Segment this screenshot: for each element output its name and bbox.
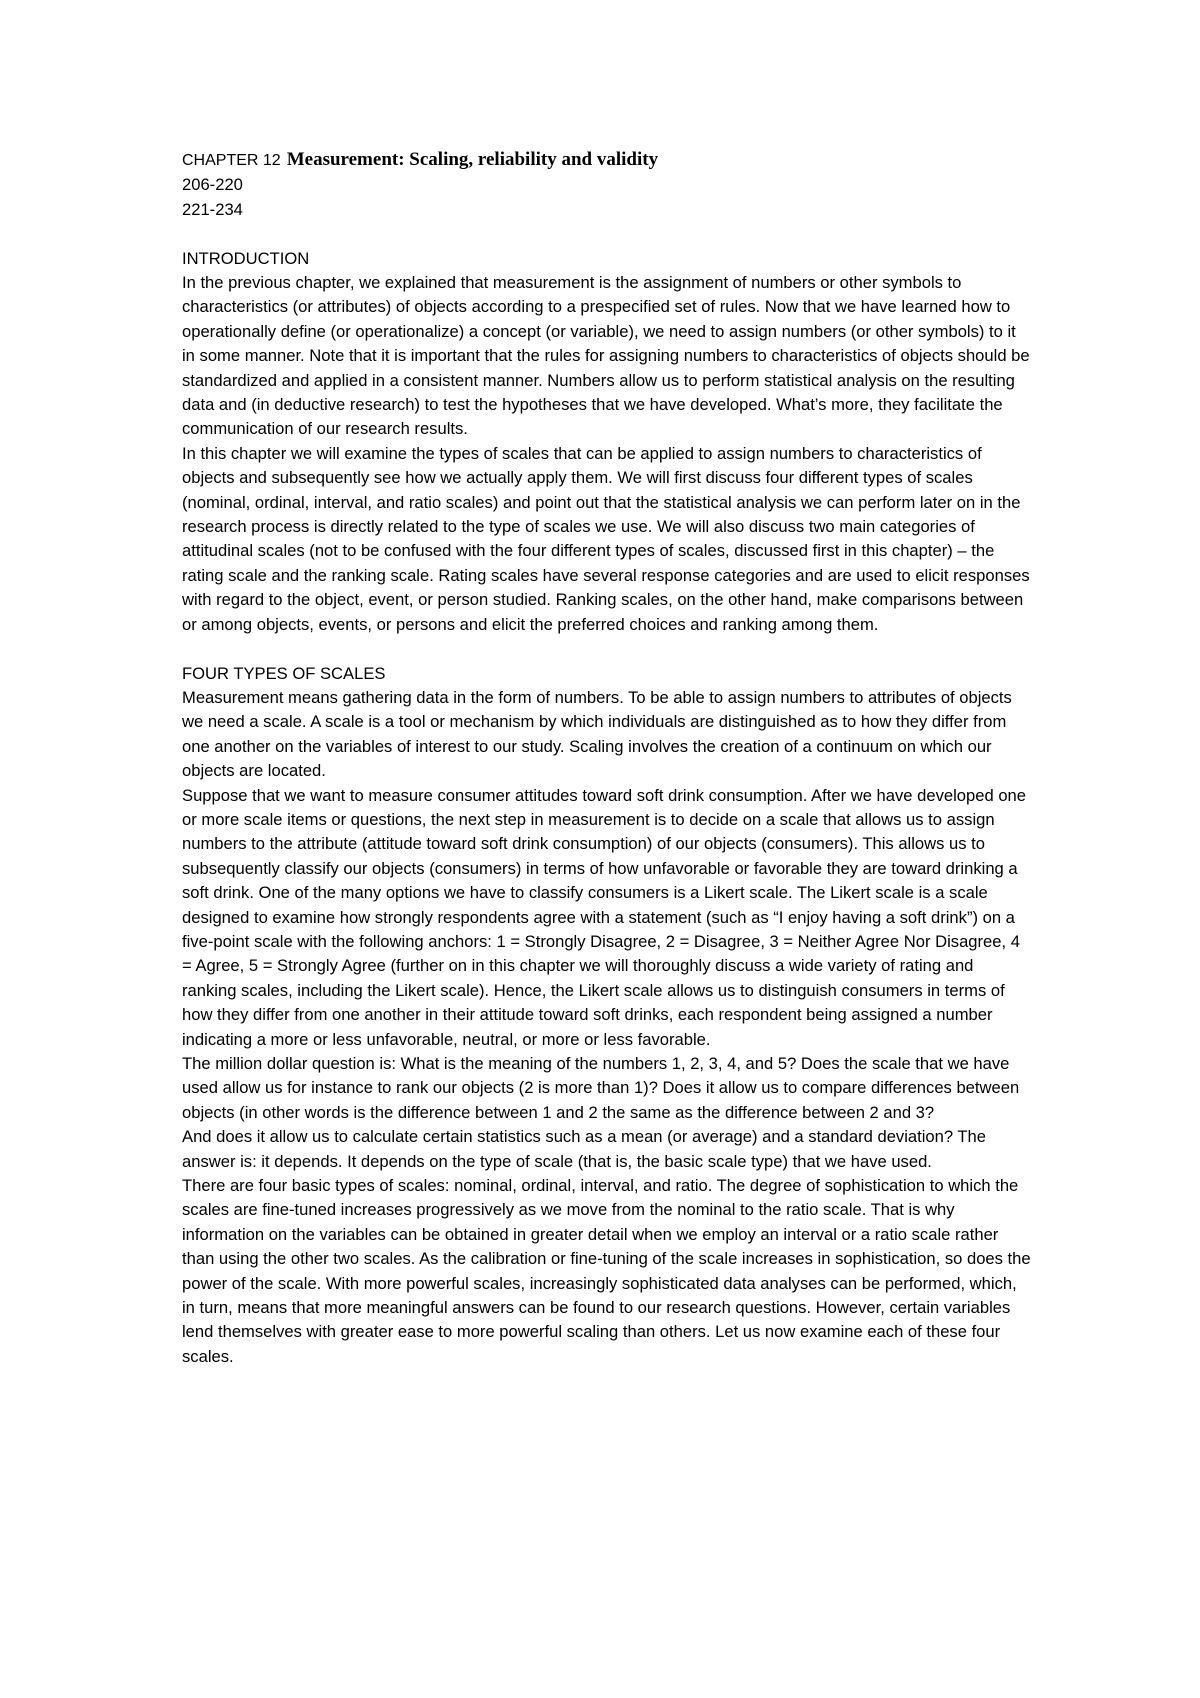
section-heading-four-types-of-scales: FOUR TYPES OF SCALES [182, 663, 386, 683]
paragraph: Suppose that we want to measure consumer attitudes toward soft drink consumption. After we have developed one or more scale items or questions, the next step in measurement is to decide on a scale that allows us to assign numbers to the attribute (attitude toward soft drink consumption) of our objects (consumers). This allows us to subsequently classify our objects (consumers) in terms of how unfavorable or favorable they are toward drinking a soft drink. One of the many options we have to classify consumers is a Likert scale. The Likert scale is a scale designed to examine how strongly respondents agree with a statement (such as “I enjoy having a soft drink”) on a five-point scale with the following anchors: 1 = Strongly Disagree, 2 = Disagree, 3 = Neither Agree Nor Disagree, 4 = Agree, 5 = Strongly Agree (further on in this chapter we will thoroughly discuss a wide variety of rating and ranking scales, including the Likert scale). Hence, the Likert scale allows us to distinguish consumers in terms of how they differ from one another in their attitude toward soft drinks, each respondent being assigned a number indicating a more or less unfavorable, neutral, or more or less favorable. [182, 785, 1027, 1049]
page-range: 206-220 [182, 175, 243, 195]
page-range: 221-234 [182, 199, 243, 219]
paragraph: And does it allow us to calculate certain statistics such as a mean (or average) and a standard deviation? The answer is: it depends. It depends on the type of scale (that is, the basic scale type) that we have used. [182, 1127, 987, 1171]
section-heading-introduction: INTRODUCTION [182, 248, 310, 268]
paragraph: The million dollar question is: What is the meaning of the numbers 1, 2, 3, 4, and 5? Does the scale that we have used allow us for instance to rank our objects (2 is more than 1)? Does it allow us to compare differences between objects (in other words is the difference between 1 and 2 the same as the difference between 2 and 3? [182, 1054, 1020, 1122]
paragraph: In the previous chapter, we explained that measurement is the assignment of numbers or other symbols to characteristics (or attributes) of objects according to a prespecified set of rules. Now that we have learned how to operationally define (or operationalize) a concept (or variable), we need to assign numbers (or other symbols) to it in some manner. Note that it is important that the rules for assigning numbers to characteristics of objects should be standardized and applied in a consistent manner. Numbers allow us to perform statistical analysis on the resulting data and (in deductive research) to test the hypotheses that we have developed. What’s more, they facilitate the communication of our research results. [182, 273, 1030, 439]
chapter-title: Measurement: Scaling, reliability and validity [286, 149, 659, 170]
paragraph: Measurement means gathering data in the form of numbers. To be able to assign numbers to attributes of objects we need a scale. A scale is a tool or mechanism by which individuals are distinguished as to how they differ from one another on the variables of interest to our study. Scaling involves the creation of a continuum on which our objects are located. [182, 687, 1012, 781]
document-page [182, 148, 1032, 1369]
paragraph: In this chapter we will examine the types of scales that can be applied to assign numbers to characteristics of objects and subsequently see how we actually apply them. We will first discuss four different types of scales (nominal, ordinal, interval, and ratio scales) and point out that the statistical analysis we can perform later on in the research process is directly related to the type of scales we use. We will also discuss two main categories of attitudinal scales (not to be confused with the four different types of scales, discussed first in this chapter) – the rating scale and the ranking scale. Rating scales have several response categories and are used to elicit responses with regard to the object, event, or person studied. Ranking scales, on the other hand, make comparisons between or among objects, events, or persons and elicit the preferred choices and ranking among them. [182, 443, 1030, 634]
chapter-heading [182, 148, 1032, 173]
spacer [182, 637, 1032, 661]
spacer [182, 222, 1032, 246]
paragraph: There are four basic types of scales: nominal, ordinal, interval, and ratio. The degree of sophistication to which the scales are fine-tuned increases progressively as we move from the nominal to the ratio scale. That is why information on the variables can be obtained in greater detail when we employ an interval or a ratio scale rather than using the other two scales. As the calibration or fine-tuning of the scale increases in sophistication, so does the power of the scale. With more powerful scales, increasingly sophisticated data analyses can be performed, which, in turn, means that more meaningful answers can be found to our research questions. However, certain variables lend themselves with greater ease to more powerful scaling than others. Let us now examine each of these four scales. [182, 1176, 1031, 1366]
chapter-label: CHAPTER 12 [182, 152, 281, 169]
